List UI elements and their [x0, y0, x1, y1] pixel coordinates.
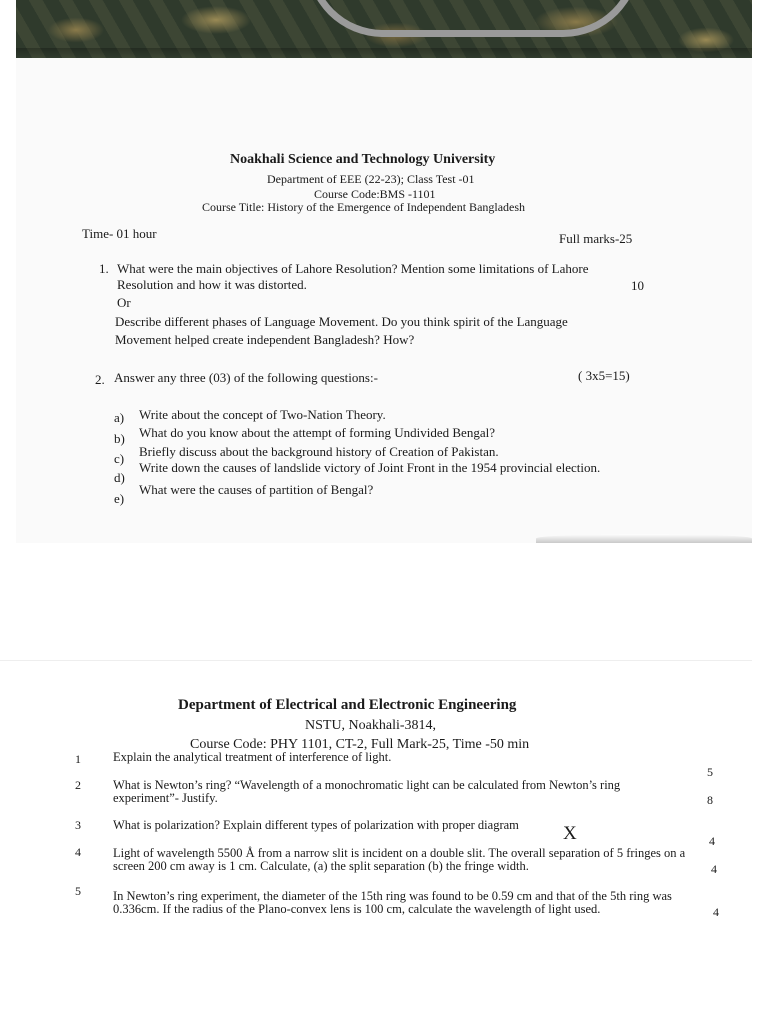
p2-question-marks: 5 — [707, 765, 713, 779]
charger-cable — [306, 0, 640, 37]
p2-question-marks: 4 — [713, 905, 719, 919]
q1-line2: Resolution and how it was distorted. — [117, 277, 307, 292]
time-label: Time- 01 hour — [82, 226, 157, 241]
p2-question-marks: 4 — [711, 862, 717, 876]
p2-course-line: Course Code: PHY 1101, CT-2, Full Mark-25, Time -50 min — [190, 737, 530, 752]
full-marks-label: Full marks-25 — [559, 231, 633, 246]
handwritten-cross-mark: X — [563, 823, 577, 844]
p2-question-text: What is polarization? Explain different types of polarization with proper diagram — [113, 818, 519, 832]
p2-question-marks: 8 — [707, 793, 713, 807]
q1-or: Or — [117, 295, 131, 310]
p2-question-text: Explain the analytical treatment of interference of light. — [113, 750, 392, 764]
p2-question-number: 1 — [75, 752, 81, 766]
q2-item-text: Briefly discuss about the background history of Creation of Pakistan. — [139, 444, 499, 459]
p2-question-number: 2 — [75, 778, 81, 792]
q1-line1: What were the main objectives of Lahore Resolution? Mention some limitations of Lahore — [117, 261, 589, 276]
university-name: Noakhali Science and Technology University — [230, 152, 496, 167]
q2-item-text: Write about the concept of Two-Nation Theory. — [139, 407, 386, 422]
q2-marks: ( 3x5=15) — [578, 368, 630, 383]
q2-item-label: d) — [114, 470, 125, 485]
p2-question-number: 5 — [75, 884, 81, 898]
p2-question-number: 4 — [75, 845, 81, 859]
q2-item-label: e) — [114, 491, 125, 506]
q1-alt-line1: Describe different phases of Language Movement. Do you think spirit of the Language — [115, 314, 568, 329]
course-title: Course Title: History of the Emergence of Independent Bangladesh — [202, 200, 526, 214]
paper-edge-shadow — [536, 534, 752, 543]
p2-department: Department of Electrical and Electronic Engineering — [178, 697, 517, 713]
q1-marks: 10 — [631, 278, 644, 293]
p2-question-text: What is Newton’s ring? “Wavelength of a monochromatic light can be calculated from Newton’s ring experiment”- Justify. — [113, 778, 621, 805]
p2-question-number: 3 — [75, 818, 81, 832]
q2-item-text: What were the causes of partition of Bengal? — [139, 482, 374, 497]
department-line: Department of EEE (22-23); Class Test -01 — [267, 172, 475, 186]
p2-question-text: Light of wavelength 5500 Å from a narrow slit is incident on a double slit. The overall separation of 5 fringes on a screen 200 cm away is 1 cm. Calculate, (a) the split separation (b) the fringe width. — [113, 846, 686, 873]
q2-text: Answer any three (03) of the following questions:- — [114, 370, 378, 385]
p2-question-text: In Newton’s ring experiment, the diameter of the 15th ring was found to be 0.59 cm and that of the 5th ring was 0.336cm. If the radius of the Plano-convex lens is 100 cm, calculate the wavelength of light used. — [113, 889, 672, 916]
p2-question-marks: 4 — [709, 834, 715, 848]
q1-number: 1. — [99, 261, 109, 276]
q2-number: 2. — [95, 372, 105, 387]
q2-item-label: b) — [114, 431, 125, 446]
q2-item-text: What do you know about the attempt of forming Undivided Bengal? — [139, 425, 495, 440]
q2-item-text: Write down the causes of landslide victory of Joint Front in the 1954 provincial election. — [139, 460, 601, 475]
course-code: Course Code:BMS -1101 — [314, 187, 436, 201]
q2-item-label: c) — [114, 451, 125, 466]
p2-address: NSTU, Noakhali-3814, — [305, 718, 437, 733]
q1-alt-line2: Movement helped create independent Bangladesh? How? — [115, 332, 415, 347]
q2-item-label: a) — [114, 410, 125, 425]
